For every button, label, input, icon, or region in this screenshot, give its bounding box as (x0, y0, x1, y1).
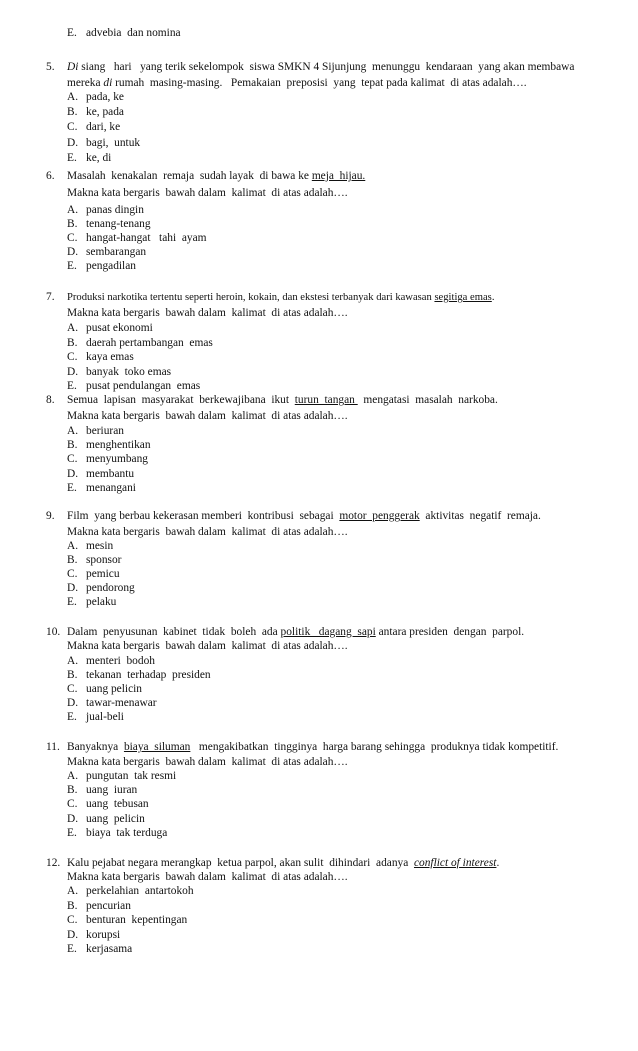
option-letter: E. (67, 827, 77, 839)
stem-text: Makna kata bergaris bawah dalam kalimat di atas adalah…. (67, 410, 348, 422)
stem-text: Makna kata bergaris bawah dalam kalimat di atas adalah…. (67, 640, 348, 652)
option-letter: D. (67, 137, 79, 149)
stem-text: di (103, 77, 113, 89)
option-letter: E. (67, 943, 77, 955)
option-letter: B. (67, 784, 78, 796)
question-stem-line (67, 509, 541, 523)
question-stem-line (67, 306, 348, 320)
option-letter: E. (67, 260, 77, 272)
stem-text: Banyaknya (67, 741, 124, 753)
option-letter: E. (67, 482, 77, 494)
option-text: uang tebusan (86, 798, 149, 810)
question-stem-line (67, 169, 365, 183)
option-letter: B. (67, 900, 78, 912)
option-letter: A. (67, 655, 79, 667)
option-text: panas dingin (86, 204, 144, 216)
option-letter: C. (67, 121, 78, 133)
question-stem-line (67, 755, 348, 769)
question-number: 9. (46, 510, 55, 522)
option-text: menghentikan (86, 439, 151, 451)
question-number: 5. (46, 61, 55, 73)
option-letter: D. (67, 246, 79, 258)
option-text: pendorong (86, 582, 135, 594)
stem-text: mengatasi masalah narkoba. (357, 394, 498, 406)
option-letter: B. (67, 669, 78, 681)
stem-text: Makna kata bergaris bawah dalam kalimat di atas adalah…. (67, 871, 348, 883)
option-letter: B. (67, 554, 78, 566)
underlined-phrase: politik dagang sapi (280, 626, 376, 638)
stem-text: siang hari yang terik sekelompok siswa SMKN 4 Sijunjung menunggu kendaraan yang akan membawa (78, 61, 575, 73)
option-text: pengadilan (86, 260, 136, 272)
option-letter: C. (67, 914, 78, 926)
stem-text: . (491, 292, 495, 303)
stem-text: Semua lapisan masyarakat berkewajibana ikut (67, 394, 295, 406)
option-text: uang iuran (86, 784, 138, 796)
option-text: pusat ekonomi (86, 322, 153, 334)
stem-text: Masalah kenakalan remaja sudah layak di bawa ke (67, 170, 312, 182)
option-letter: A. (67, 540, 79, 552)
option-text: advebia dan nomina (86, 27, 181, 39)
underlined-phrase: meja hijau. (311, 170, 366, 182)
option-text: tawar-menawar (86, 697, 157, 709)
option-text: mesin (86, 540, 114, 552)
option-letter: E. (67, 27, 77, 39)
stem-text: Makna kata bergaris bawah dalam kalimat di atas adalah…. (67, 756, 348, 768)
option-text: pungutan tak resmi (86, 770, 177, 782)
option-letter: A. (67, 204, 79, 216)
question-stem-line (67, 625, 524, 639)
option-text: sponsor (86, 554, 122, 566)
option-text: pelaku (86, 596, 117, 608)
option-letter: E. (67, 380, 77, 392)
underlined-phrase: turun tangan (294, 394, 358, 406)
option-text: dari, ke (86, 121, 121, 133)
underlined-phrase: segitiga emas (434, 292, 492, 303)
question-stem-line (67, 393, 498, 407)
option-letter: C. (67, 683, 78, 695)
option-letter: A. (67, 322, 79, 334)
stem-text: aktivitas negatif remaja. (419, 510, 541, 522)
option-letter: E. (67, 152, 77, 164)
option-text: uang pelicin (86, 813, 145, 825)
option-text: bagi, untuk (86, 137, 141, 149)
option-text: daerah pertambangan emas (86, 337, 213, 349)
option-text: menyumbang (86, 453, 149, 465)
option-letter: B. (67, 106, 78, 118)
question-stem-line (67, 409, 348, 423)
option-text: beriuran (86, 425, 124, 437)
option-letter: D. (67, 366, 79, 378)
stem-text: Produksi narkotika tertentu seperti heroin, kokain, dan ekstesi terbanyak dari kawasan (67, 292, 435, 303)
question-number: 8. (46, 394, 55, 406)
option-text: ke, pada (86, 106, 124, 118)
option-letter: E. (67, 711, 77, 723)
option-text: sembarangan (86, 246, 147, 258)
option-letter: A. (67, 91, 79, 103)
question-stem-line (67, 290, 494, 305)
option-letter: C. (67, 232, 78, 244)
option-text: menangani (86, 482, 136, 494)
option-letter: A. (67, 425, 79, 437)
stem-text: Film yang berbau kekerasan memberi kontribusi sebagai (67, 510, 340, 522)
stem-text: Makna kata bergaris bawah dalam kalimat di atas adalah…. (67, 526, 348, 538)
question-stem-line (67, 525, 348, 539)
option-text: jual-beli (86, 711, 124, 723)
option-letter: C. (67, 568, 78, 580)
option-text: pemicu (86, 568, 120, 580)
option-letter: C. (67, 351, 78, 363)
option-letter: C. (67, 453, 78, 465)
option-letter: D. (67, 468, 79, 480)
stem-text: Dalam penyusunan kabinet tidak boleh ada (67, 626, 281, 638)
option-text: pada, ke (86, 91, 124, 103)
underlined-phrase: biaya siluman (123, 741, 191, 753)
option-text: pusat pendulangan emas (86, 380, 201, 392)
option-letter: D. (67, 697, 79, 709)
stem-text: antara presiden dengan parpol. (375, 626, 525, 638)
option-text: uang pelicin (86, 683, 142, 695)
stem-text: . (496, 857, 500, 869)
question-stem-line (67, 639, 348, 653)
option-text: pencurian (86, 900, 131, 912)
option-text: kaya emas (86, 351, 134, 363)
question-stem-line (67, 76, 527, 90)
question-number: 12. (46, 857, 61, 869)
question-stem-line (67, 740, 558, 754)
underlined-phrase: motor penggerak (339, 510, 420, 522)
option-letter: D. (67, 582, 79, 594)
option-letter: D. (67, 929, 79, 941)
stem-text: Kalu pejabat negara merangkap ketua parpol, akan sulit dihindari adanya (67, 857, 414, 869)
option-text: perkelahian antartokoh (86, 885, 194, 897)
stem-text: Makna kata bergaris bawah dalam kalimat di atas adalah…. (67, 187, 348, 199)
option-letter: A. (67, 885, 79, 897)
option-text: kerjasama (86, 943, 133, 955)
question-stem-line (67, 60, 574, 74)
underlined-phrase: conflict of interest (413, 857, 497, 869)
option-text: membantu (86, 468, 135, 480)
stem-text: mengakibatkan tingginya harga barang sehingga produknya tidak kompetitif. (190, 741, 559, 753)
option-letter: B. (67, 218, 78, 230)
option-text: benturan kepentingan (86, 914, 188, 926)
option-text: ke, di (86, 152, 112, 164)
option-text: tekanan terhadap presiden (86, 669, 211, 681)
question-stem-line (67, 856, 499, 870)
question-number: 6. (46, 170, 55, 182)
stem-text: rumah masing-masing. Pemakaian preposisi yang tepat pada kalimat di atas adalah…. (112, 77, 527, 89)
option-letter: E. (67, 596, 77, 608)
option-text: korupsi (86, 929, 121, 941)
question-stem-line (67, 870, 348, 884)
option-text: tenang-tenang (86, 218, 151, 230)
option-letter: A. (67, 770, 79, 782)
option-text: biaya tak terduga (86, 827, 168, 839)
option-letter: D. (67, 813, 79, 825)
stem-text: Makna kata bergaris bawah dalam kalimat di atas adalah…. (67, 307, 348, 319)
option-letter: B. (67, 439, 78, 451)
stem-text: mereka (67, 77, 104, 89)
stem-text: Di (67, 61, 79, 73)
option-letter: C. (67, 798, 78, 810)
question-number: 11. (46, 741, 60, 753)
option-text: menteri bodoh (86, 655, 155, 667)
question-number: 7. (46, 291, 55, 303)
question-number: 10. (46, 626, 61, 638)
option-text: hangat-hangat tahi ayam (86, 232, 207, 244)
question-stem-line (67, 186, 348, 200)
option-text: banyak toko emas (86, 366, 172, 378)
option-letter: B. (67, 337, 78, 349)
